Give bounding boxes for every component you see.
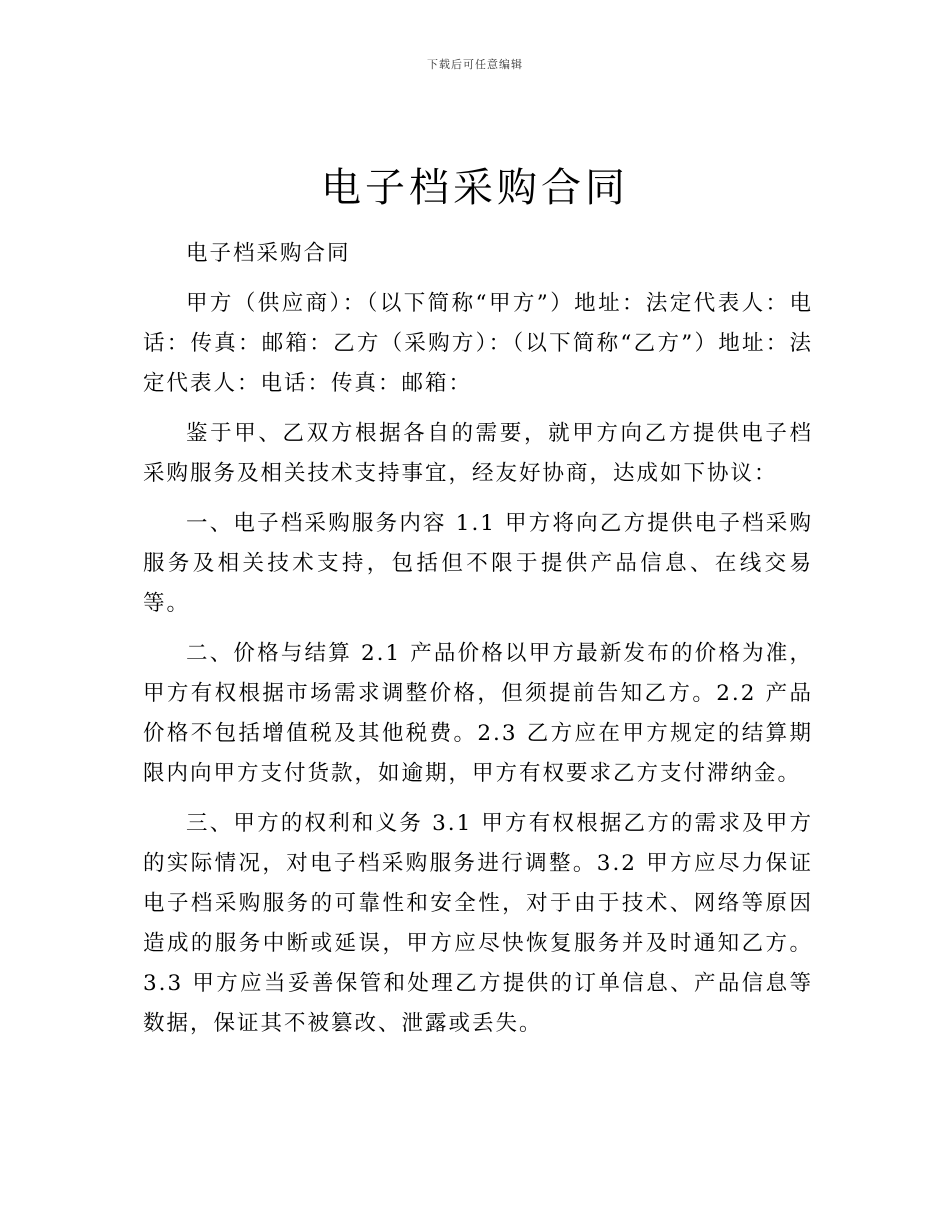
paragraph-parties: 甲方（供应商）：（以下简称“甲方”）地址：法定代表人：电话：传真：邮箱：乙方（采购方）：（以下简称“乙方”）地址：法定代表人：电话：传真：邮箱： bbox=[143, 291, 813, 396]
paragraph-preamble: 鉴于甲、乙双方根据各自的需要，就甲方向乙方提供电子档采购服务及相关技术支持事宜，经友好协商，达成如下协议： bbox=[143, 421, 813, 486]
paragraph-subtitle: 电子档采购合同 bbox=[186, 241, 351, 266]
document-title: 电子档采购合同 bbox=[321, 165, 629, 211]
page-header-note: 下载后可任意编辑 bbox=[427, 58, 523, 71]
paragraph-section-2: 二、价格与结算 2.1 产品价格以甲方最新发布的价格为准，甲方有权根据市场需求调整价格，但须提前告知乙方。2.2 产品价格不包括增值税及其他税费。2.3 乙方应在甲方规定的结算期限内向甲方支付货款，如逾期，甲方有权要求乙方支付滞纳金。 bbox=[143, 641, 813, 786]
document-body bbox=[143, 234, 813, 1054]
paragraph-section-3: 三、甲方的权利和义务 3.1 甲方有权根据乙方的需求及甲方的实际情况，对电子档采购服务进行调整。3.2 甲方应尽力保证电子档采购服务的可靠性和安全性，对于由于技术、网络等原因造成的服务中断或延误，甲方应尽快恢复服务并及时通知乙方。3.3 甲方应当妥善保管和处理乙方提供的订单信息、产品信息等数据，保证其不被篡改、泄露或丢失。 bbox=[143, 811, 813, 1036]
paragraph-section-1: 一、电子档采购服务内容 1.1 甲方将向乙方提供电子档采购服务及相关技术支持，包括但不限于提供产品信息、在线交易等。 bbox=[143, 511, 813, 616]
